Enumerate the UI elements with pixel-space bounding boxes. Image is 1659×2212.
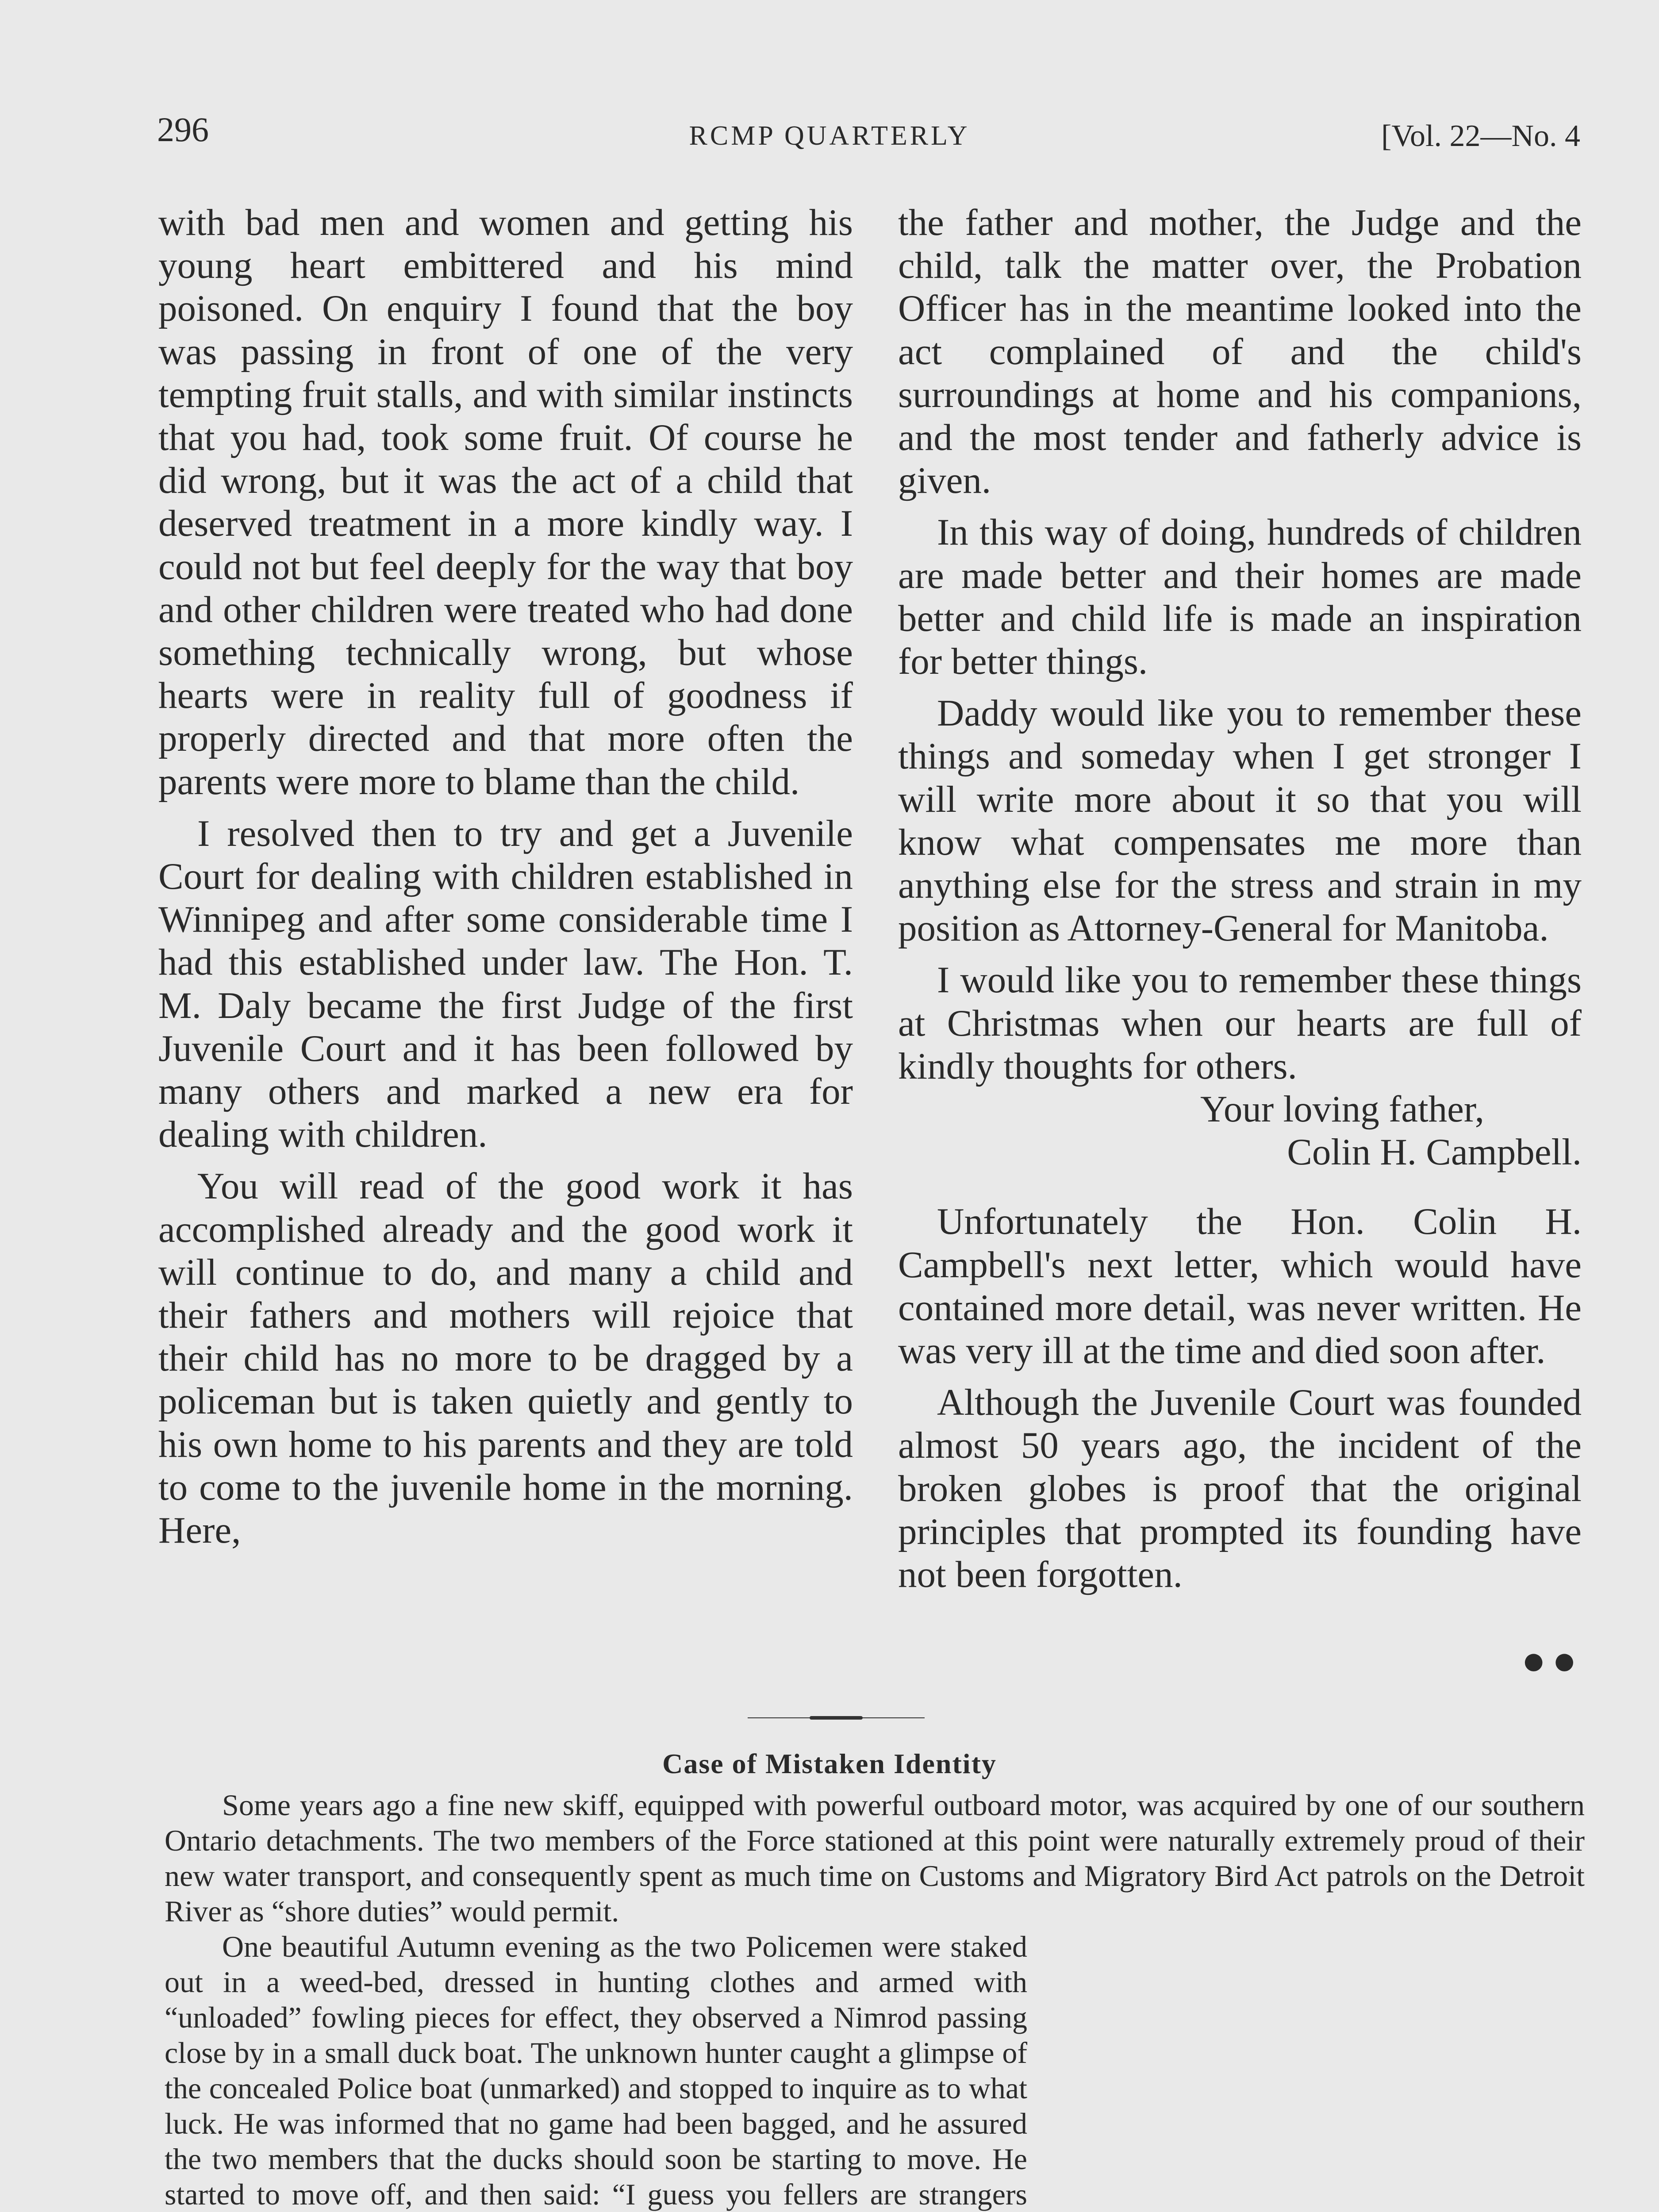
anecdote-title: Case of Mistaken Identity [662, 1748, 997, 1779]
running-title: RCMP QUARTERLY [689, 121, 970, 151]
end-of-article-mark: ●● [1521, 1638, 1583, 1683]
paragraph: I resolved then to try and get a Juvenile Court for dealing with children established in Winnipeg and after some considerable time I had this established under law. The Hon. T. M. Daly became the first Judge of the first Juvenile Court and it has been followed by many others and marked a new era for dealing with children. [158, 812, 853, 1156]
paragraph: Some years ago a fine new skiff, equipped with powerful outboard motor, was acquired by one of our southern Ontario detachments. The two members of the Force stationed at this point were naturally extremely proud of their new water transport, and consequently spent as much time on Customs and Migratory Bird Act patrols on the Detroit River as “shore duties” would permit. [165, 1788, 1585, 1928]
right-column [898, 201, 1582, 1596]
paragraph: Although the Juvenile Court was founded almost 50 years ago, the incident of the broken globes is proof that the original principles that prompted its founding have not been forgotten. [898, 1382, 1582, 1596]
paragraph: I would like you to remember these things at Christmas when our hearts are full of kindly thoughts for others. [898, 959, 1582, 1087]
left-column [158, 201, 853, 1552]
letter-signature: Colin H. Campbell. [1287, 1131, 1582, 1173]
paragraph: the father and mother, the Judge and the child, talk the matter over, the Probation Officer has in the meantime looked into the act complained of and the child's surroundings at home and his companions, and the most tender and fatherly advice is given. [898, 202, 1582, 502]
paragraph: You will read of the good work it has accomplished already and the good work it will continue to do, and many a child and their fathers and mothers will rejoice that their child has no more to be dragged by a policeman but is taken quietly and gently to his own home to his parents and they are told to come to the juvenile home in the morning. Here, [158, 1165, 853, 1551]
paragraph: In this way of doing, hundreds of children are made better and their homes are made better and child life is made an inspiration for better things. [898, 511, 1582, 683]
separator-ornament [810, 1716, 863, 1720]
anecdote-body [165, 1787, 1585, 2212]
page-number: 296 [157, 110, 209, 149]
paragraph: Daddy would like you to remember these things and someday when I get stronger I will write more about it so that you will know what compensates me more than anything else for the stress and strain in my position as Attorney-General for Manitoba. [898, 692, 1582, 949]
paragraph: Unfortunately the Hon. Colin H. Campbell's next letter, which would have contained more detail, was never written. He was very ill at the time and died soon after. [898, 1201, 1582, 1372]
paragraph: One beautiful Autumn evening as the two Policemen were staked out in a weed-bed, dressed in hunting clothes and armed with “unloaded” fowling pieces for effect, they observed a Nimrod passing close by in a small duck boat. The unknown hunter caught a glimpse of the concealed Police boat (unmarked) and stopped to inquire as to what luck. He was informed that no game had been bagged, and he assured the two members that the ducks should soon be starting to move. He started to move off, and then said: “I guess you fellers are strangers [165, 1930, 1027, 2211]
paragraph: with bad men and women and getting his young heart embittered and his mind poisoned. On enquiry I found that the boy was passing in front of one of the very tempting fruit stalls, and with similar instincts that you had, took some fruit. Of course he did wrong, but it was the act of a child that deserved treatment in a more kindly way. I could not but feel deeply for the way that boy and other children were treated who had done something technically wrong, but whose hearts were in reality full of goodness if properly directed and that more often the parents were more to blame than the child. [158, 202, 853, 803]
issue-label: [Vol. 22—No. 4 [1381, 119, 1580, 153]
letter-closing: Your loving father, [1200, 1088, 1484, 1130]
page-header [0, 0, 1659, 177]
section-separator [748, 1715, 925, 1720]
